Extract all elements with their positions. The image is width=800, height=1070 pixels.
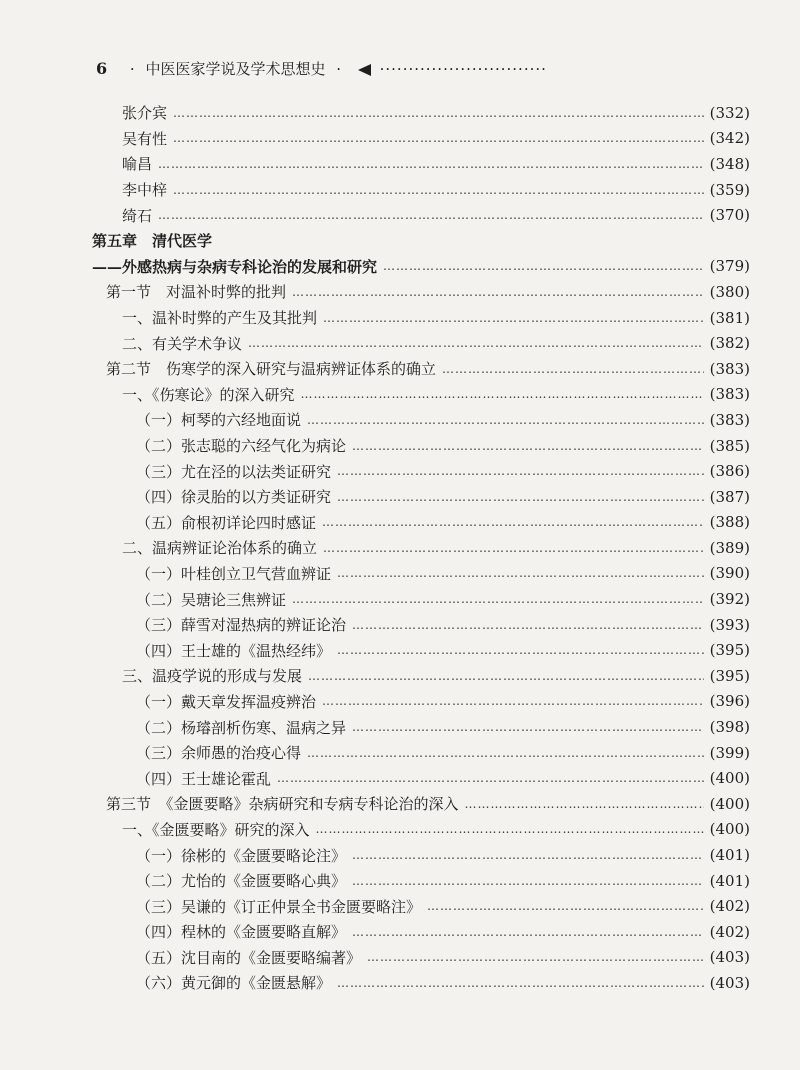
dot-leader bbox=[308, 669, 704, 683]
dot-leader bbox=[352, 720, 704, 734]
toc-entry-label: （四）王士雄的《温热经纬》 bbox=[136, 641, 332, 660]
toc-entry bbox=[0, 151, 800, 177]
toc-entry bbox=[0, 945, 800, 971]
toc-entry-page: (395) bbox=[709, 641, 750, 660]
toc-entry-label: （二）吴瑭论三焦辨证 bbox=[136, 590, 287, 609]
toc-entry-page: (400) bbox=[709, 769, 750, 788]
dot-leader bbox=[352, 439, 704, 453]
dot-leader bbox=[292, 592, 704, 606]
toc-entry-label: 李中梓 bbox=[122, 181, 168, 200]
toc-entry-label: （一）叶桂创立卫气营血辨证 bbox=[136, 564, 332, 583]
toc-entry-label: 第二节 伤寒学的深入研究与温病辨证体系的确立 bbox=[106, 360, 437, 379]
toc-entry bbox=[0, 407, 800, 433]
toc-entry bbox=[0, 254, 800, 280]
toc-entry bbox=[0, 458, 800, 484]
toc-entry-label: （一）柯琴的六经地面说 bbox=[136, 411, 302, 430]
toc-entry-label: （三）薛雪对湿热病的辨证论治 bbox=[136, 616, 347, 635]
toc-entry-label: 喻昌 bbox=[122, 155, 153, 174]
dot-leader bbox=[352, 618, 704, 632]
toc-entry-label: ——外感热病与杂病专科论治的发展和研究 bbox=[92, 257, 378, 276]
dot-leader bbox=[307, 413, 704, 427]
toc-entry bbox=[0, 510, 800, 536]
running-header bbox=[96, 58, 746, 80]
dot-leader bbox=[316, 822, 704, 836]
toc-entry bbox=[0, 382, 800, 408]
toc-entry-page: (395) bbox=[709, 666, 750, 685]
toc-entry-label: （一）徐彬的《金匮要略论注》 bbox=[136, 846, 347, 865]
toc-entry-label: 二、温病辨证论治体系的确立 bbox=[122, 539, 318, 558]
header-dot-left: · bbox=[129, 60, 135, 78]
toc-entry bbox=[0, 612, 800, 638]
toc-entry bbox=[0, 535, 800, 561]
toc-entry-page: (402) bbox=[709, 922, 750, 941]
toc-entry-label: 绮石 bbox=[122, 206, 153, 225]
toc-entry-label: 一、《金匮要略》研究的深入 bbox=[122, 820, 310, 839]
toc-entry-page: (403) bbox=[709, 973, 750, 992]
toc-entry-label: 二、有关学术争议 bbox=[122, 334, 243, 353]
toc-entry-page: (398) bbox=[709, 718, 750, 737]
toc-entry-page: (401) bbox=[709, 871, 750, 890]
dot-leader bbox=[367, 950, 704, 964]
toc-entry-label: 第五章 清代医学 bbox=[92, 232, 213, 251]
toc-entry bbox=[0, 893, 800, 919]
toc-entry-page: (399) bbox=[709, 743, 750, 762]
toc-entry-page: (400) bbox=[709, 820, 750, 839]
dot-leader bbox=[248, 336, 704, 350]
toc-entry-page: (383) bbox=[709, 410, 750, 429]
triangle-marker-icon bbox=[358, 64, 371, 76]
toc-entry-page: (359) bbox=[709, 180, 750, 199]
header-dot-leader: ····························· bbox=[379, 60, 547, 78]
toc-entry-label: 张介宾 bbox=[122, 104, 168, 123]
toc-entry-label: （四）王士雄论霍乱 bbox=[136, 769, 272, 788]
dot-leader bbox=[173, 183, 704, 197]
dot-leader bbox=[301, 387, 704, 401]
toc-entry bbox=[0, 228, 800, 254]
toc-entry-label: （三）尤在泾的以法类证研究 bbox=[136, 462, 332, 481]
toc-entry bbox=[0, 663, 800, 689]
toc-entry-label: （五）俞根初详论四时感证 bbox=[136, 513, 317, 532]
toc-entry-label: （六）黄元御的《金匮悬解》 bbox=[136, 974, 332, 993]
dot-leader bbox=[173, 106, 704, 120]
dot-leader bbox=[352, 925, 704, 939]
toc-entry bbox=[0, 561, 800, 587]
toc-entry-label: 吴有性 bbox=[122, 129, 168, 148]
dot-leader bbox=[337, 976, 704, 990]
dot-leader bbox=[322, 694, 704, 708]
toc-entry bbox=[0, 126, 800, 152]
toc-entry bbox=[0, 765, 800, 791]
dot-leader bbox=[158, 208, 704, 222]
dot-leader bbox=[337, 464, 704, 478]
toc-entry-page: (388) bbox=[709, 513, 750, 532]
toc-entry-label: （一）戴天章发挥温疫辨治 bbox=[136, 692, 317, 711]
toc-entry-page: (390) bbox=[709, 564, 750, 583]
toc-entry-label: 第一节 对温补时弊的批判 bbox=[106, 283, 287, 302]
toc-entry-page: (392) bbox=[709, 590, 750, 609]
toc-entry-page: (383) bbox=[709, 385, 750, 404]
toc-entry bbox=[0, 305, 800, 331]
toc-entry bbox=[0, 740, 800, 766]
dot-leader bbox=[307, 746, 704, 760]
toc-entry-page: (342) bbox=[709, 129, 750, 148]
toc-entry-page: (400) bbox=[709, 794, 750, 813]
toc-entry-label: （二）尤怡的《金匮要略心典》 bbox=[136, 872, 347, 891]
toc-entry-label: （三）吴谦的《订正仲景全书金匮要略注》 bbox=[136, 897, 422, 916]
toc-entry-page: (348) bbox=[709, 154, 750, 173]
toc-entry-label: （五）沈目南的《金匮要略编著》 bbox=[136, 948, 362, 967]
toc-entry-label: （二）张志聪的六经气化为病论 bbox=[136, 437, 347, 456]
header-dot-right: · bbox=[336, 60, 342, 78]
toc-entry-page: (332) bbox=[709, 103, 750, 122]
toc-entry-page: (386) bbox=[709, 462, 750, 481]
toc-entry-page: (385) bbox=[709, 436, 750, 455]
dot-leader bbox=[427, 899, 704, 913]
toc-entry-label: （四）程林的《金匮要略直解》 bbox=[136, 923, 347, 942]
toc-entry-page: (370) bbox=[709, 206, 750, 225]
toc-entry-label: （三）余师愚的治疫心得 bbox=[136, 744, 302, 763]
dot-leader bbox=[337, 643, 704, 657]
toc-entry-label: （二）杨璿剖析伤寒、温病之异 bbox=[136, 718, 347, 737]
toc-entry-page: (383) bbox=[709, 359, 750, 378]
toc-entry-label: 一、温补时弊的产生及其批判 bbox=[122, 309, 318, 328]
toc-entry-page: (393) bbox=[709, 615, 750, 634]
toc-entry-page: (403) bbox=[709, 948, 750, 967]
toc-entry bbox=[0, 868, 800, 894]
toc-entry-page: (402) bbox=[709, 897, 750, 916]
dot-leader bbox=[173, 131, 704, 145]
toc-entry bbox=[0, 842, 800, 868]
toc-entry bbox=[0, 202, 800, 228]
toc-entry bbox=[0, 100, 800, 126]
toc-entry-page: (381) bbox=[709, 308, 750, 327]
toc-entry-page: (401) bbox=[709, 846, 750, 865]
dot-leader bbox=[323, 311, 704, 325]
toc-entry bbox=[0, 330, 800, 356]
toc-entry bbox=[0, 586, 800, 612]
toc-entry-page: (380) bbox=[709, 282, 750, 301]
dot-leader bbox=[352, 874, 704, 888]
toc-entry bbox=[0, 484, 800, 510]
toc-entry-page: (379) bbox=[709, 257, 750, 276]
toc-entry-label: （四）徐灵胎的以方类证研究 bbox=[136, 488, 332, 507]
toc-entry bbox=[0, 637, 800, 663]
toc-entry-page: (387) bbox=[709, 487, 750, 506]
toc-entry bbox=[0, 817, 800, 843]
toc-entry bbox=[0, 791, 800, 817]
toc-entry bbox=[0, 919, 800, 945]
dot-leader bbox=[292, 285, 704, 299]
dot-leader bbox=[277, 771, 704, 785]
toc-entry bbox=[0, 433, 800, 459]
dot-leader bbox=[322, 515, 704, 529]
dot-leader bbox=[158, 157, 704, 171]
toc-entry bbox=[0, 279, 800, 305]
toc-entry-page: (382) bbox=[709, 334, 750, 353]
toc-entry bbox=[0, 356, 800, 382]
dot-leader bbox=[465, 797, 704, 811]
dot-leader bbox=[323, 541, 704, 555]
toc-entry-label: 一、《伤寒论》的深入研究 bbox=[122, 385, 295, 404]
dot-leader bbox=[337, 490, 704, 504]
page-number: 6 bbox=[96, 59, 108, 78]
dot-leader bbox=[383, 259, 704, 273]
toc-entry bbox=[0, 970, 800, 996]
toc-entry bbox=[0, 177, 800, 203]
toc-entry-label: 第三节 《金匮要略》杂病研究和专病专科论治的深入 bbox=[106, 795, 459, 814]
book-title: 中医医家学说及学术思想史 bbox=[145, 60, 326, 78]
dot-leader bbox=[337, 566, 704, 580]
toc-entry-page: (389) bbox=[709, 538, 750, 557]
toc-entry bbox=[0, 714, 800, 740]
toc-entry bbox=[0, 689, 800, 715]
table-of-contents bbox=[0, 100, 800, 996]
toc-entry-label: 三、温疫学说的形成与发展 bbox=[122, 667, 303, 686]
toc-entry-page: (396) bbox=[709, 692, 750, 711]
dot-leader bbox=[352, 848, 704, 862]
dot-leader bbox=[442, 362, 704, 376]
